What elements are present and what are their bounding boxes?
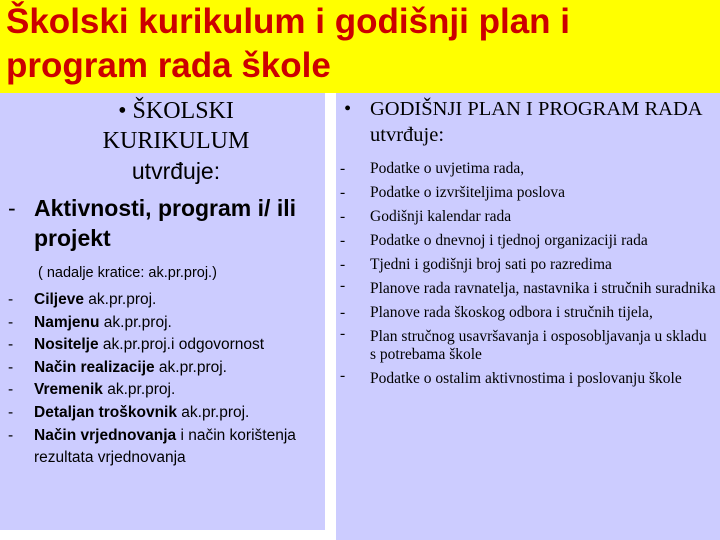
item-text: ak.pr.proj. (99, 313, 172, 331)
list-item (8, 402, 320, 425)
item-text: Godišnji kalendar rada (370, 208, 512, 225)
dash-marker: - (340, 232, 346, 249)
item-text: ak.pr.proj.i odgovornost (98, 336, 265, 354)
annual-plan-items-list (336, 157, 716, 391)
dash-marker: - (8, 336, 14, 354)
dash-marker: - (340, 208, 346, 225)
item-text: Plan stručnog usavršavanja i osposobljavanja u skladu s potrebama škole (370, 328, 707, 363)
item-keyword: Način realizacije (34, 358, 155, 376)
dash-marker: - (340, 160, 346, 177)
list-item (8, 379, 320, 402)
item-text: i način korištenja rezultata vrjednovanja (34, 426, 296, 467)
item-text: Podatke o izvršiteljima poslova (370, 184, 566, 201)
curriculum-items-list (8, 289, 320, 470)
list-item (336, 301, 716, 325)
item-text: Podatke o ostalim aktivnostima i poslovanju škole (370, 370, 682, 387)
dash-marker: - (340, 367, 346, 384)
dash-marker: - (340, 184, 346, 201)
dash-marker: - (8, 358, 14, 376)
item-text: ak.pr.proj. (83, 291, 157, 308)
activities-heading-text: Aktivnosti, program i/ ili projekt (34, 195, 296, 251)
dash-marker: - (8, 403, 14, 421)
dash-marker: - (340, 277, 346, 294)
right-panel (336, 93, 720, 540)
list-item (336, 367, 716, 391)
annual-plan-heading (344, 96, 716, 148)
slide-title: Školski kurikulum i godišnji plan i program rada škole (6, 2, 570, 85)
annual-plan-heading-rest: utvrđuje: (370, 124, 445, 146)
item-text: Tjedni i godišnji broj sati po razredima (370, 256, 612, 273)
item-keyword: Ciljeve (34, 291, 84, 308)
bullet-icon: • (118, 98, 127, 124)
school-curriculum-heading (60, 96, 292, 156)
list-item (8, 425, 320, 470)
item-text: Podatke o uvjetima rada, (370, 160, 525, 177)
activities-heading (8, 193, 318, 253)
item-text: ak.pr.proj. (177, 403, 250, 421)
dash-marker: - (340, 325, 346, 342)
list-item (336, 253, 716, 277)
item-text: Planove rada ravnatelja, nastavnika i stručnih suradnika (370, 280, 716, 297)
dash-marker: - (8, 381, 14, 399)
item-text: ak.pr.proj. (154, 358, 227, 376)
dash-marker: - (340, 256, 346, 273)
dash-marker: - (8, 195, 16, 221)
item-keyword: Vremenik (34, 381, 103, 399)
dash-marker: - (8, 426, 14, 444)
school-curriculum-heading-text: ŠKOLSKI KURIKULUM (102, 98, 250, 154)
left-panel (0, 93, 325, 530)
list-item (336, 277, 716, 301)
bullet-icon: • (344, 98, 352, 120)
list-item (336, 229, 716, 253)
list-item (8, 357, 320, 380)
list-item (336, 181, 716, 205)
item-keyword: Način vrjednovanja (34, 426, 177, 444)
item-keyword: Detaljan troškovnik (34, 403, 177, 421)
list-item (336, 205, 716, 229)
item-text: Planove rada škoskog odbora i stručnih tijela, (370, 304, 653, 321)
item-text: Podatke o dnevnoj i tjednoj organizaciji rada (370, 232, 648, 249)
abbreviation-note: ( nadalje kratice: ak.pr.proj.) (38, 265, 217, 281)
list-item (336, 325, 716, 367)
item-keyword: Nositelje (34, 336, 99, 354)
dash-marker: - (8, 313, 14, 331)
list-item (8, 334, 320, 357)
dash-marker: - (8, 291, 14, 308)
item-keyword: Namjenu (34, 313, 100, 331)
list-item (336, 157, 716, 181)
dash-marker: - (340, 304, 346, 321)
item-text: ak.pr.proj. (102, 381, 176, 399)
list-item (8, 289, 320, 312)
list-item (8, 312, 320, 335)
annual-plan-heading-caps: GODIŠNJI PLAN I PROGRAM RADA (370, 98, 702, 120)
school-curriculum-subheading: utvrđuje: (131, 158, 221, 184)
